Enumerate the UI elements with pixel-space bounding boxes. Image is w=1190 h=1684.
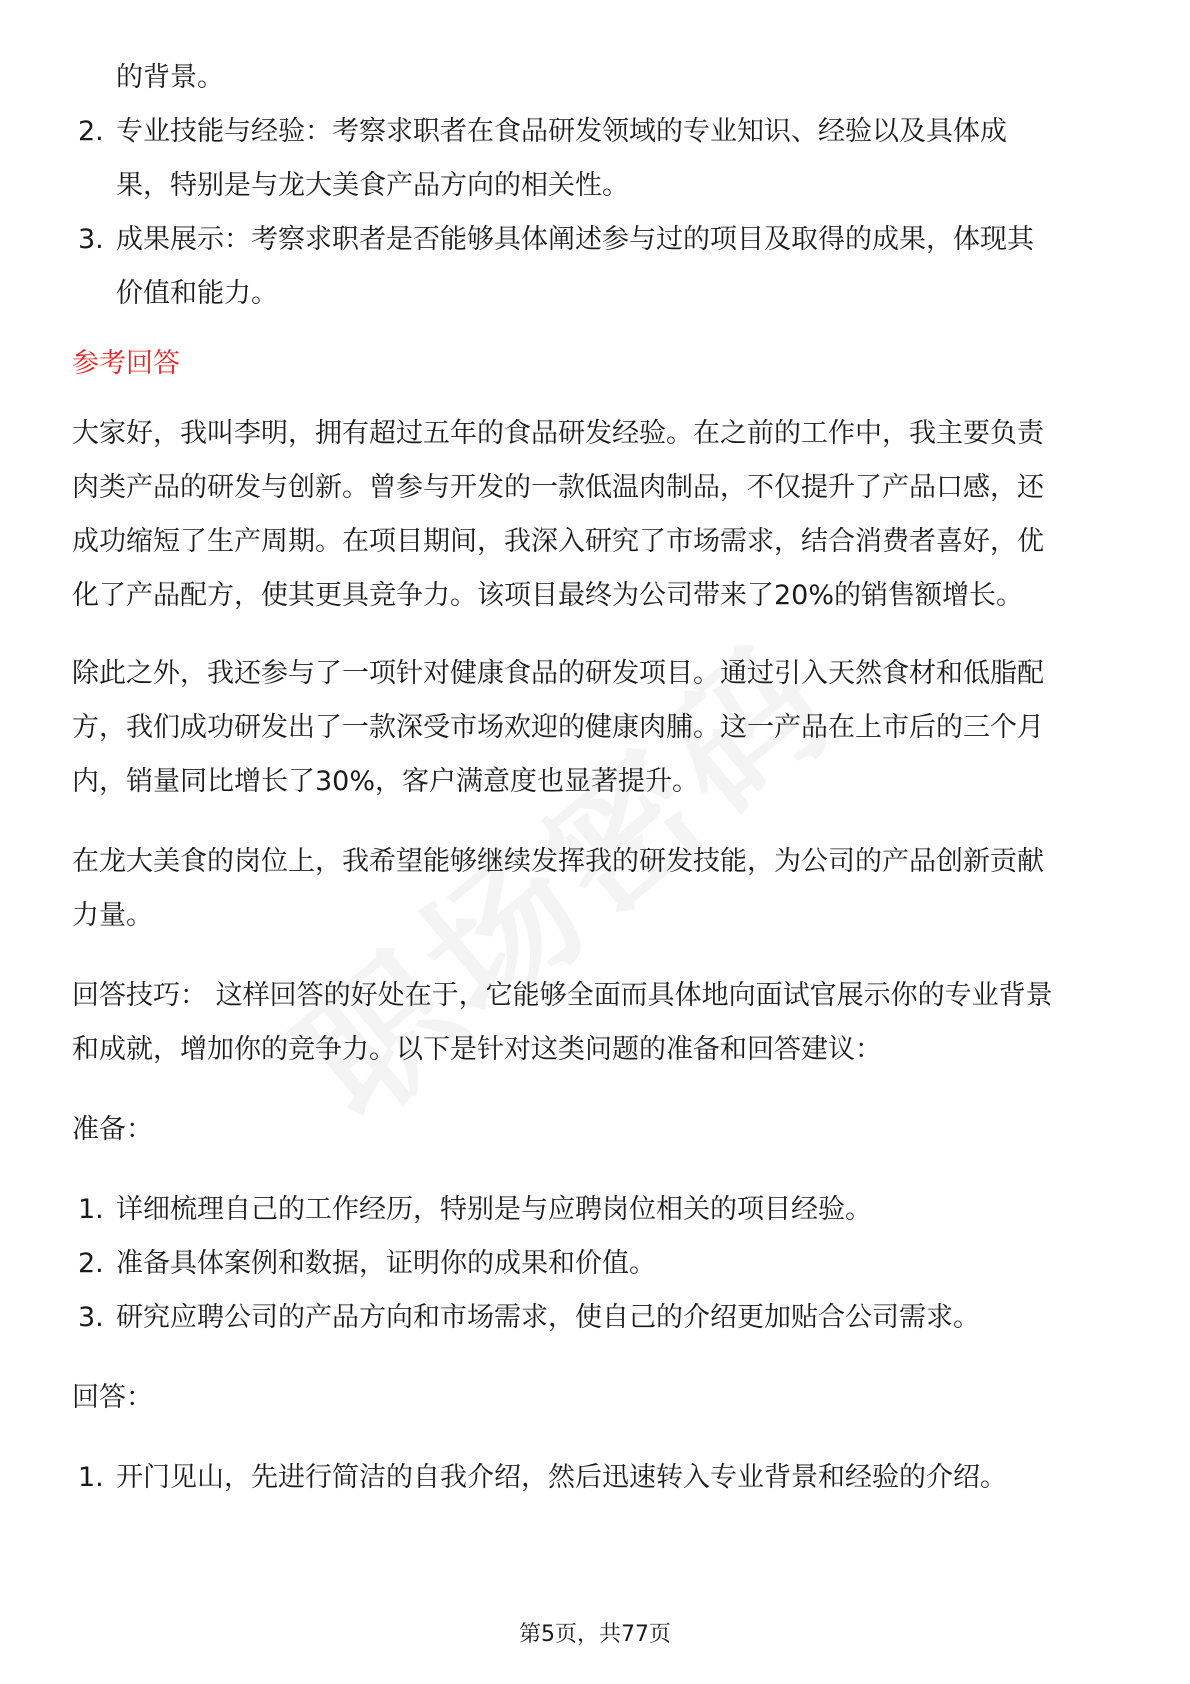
prep-item-text: 准备具体案例和数据，证明你的成果和价值。 <box>116 1248 656 1279</box>
criteria-item-3-line-2: 价值和能力。 <box>116 278 278 309</box>
answer-label: 回答： <box>72 1382 153 1413</box>
reference-paragraph-1-line: 肉类产品的研发与创新。曾参与开发的一款低温肉制品，不仅提升了产品口感，还 <box>72 472 1044 503</box>
preparation-label: 准备： <box>72 1114 153 1145</box>
prep-item-number: 2. <box>78 1248 104 1279</box>
criteria-item-2-line-2: 果，特别是与龙大美食产品方向的相关性。 <box>116 170 629 201</box>
page-number-footer: 第5页，共77页 <box>519 1622 671 1647</box>
reference-paragraph-2-line: 内，销量同比增长了30%，客户满意度也显著提升。 <box>72 766 700 797</box>
reference-paragraph-3-line: 在龙大美食的岗位上，我希望能够继续发挥我的研发技能，为公司的产品创新贡献 <box>72 846 1044 877</box>
tips-paragraph-line: 和成就，增加你的竞争力。以下是针对这类问题的准备和回答建议： <box>72 1034 882 1065</box>
reference-paragraph-1-line: 大家好，我叫李明，拥有超过五年的食品研发经验。在之前的工作中，我主要负责 <box>72 418 1044 449</box>
prep-item-text: 研究应聘公司的产品方向和市场需求，使自己的介绍更加贴合公司需求。 <box>116 1302 980 1333</box>
prep-item-number: 3. <box>78 1302 104 1333</box>
criteria-item-1-continuation: 的背景。 <box>116 62 224 93</box>
reference-paragraph-2-line: 除此之外，我还参与了一项针对健康食品的研发项目。通过引入天然食材和低脂配 <box>72 658 1044 689</box>
reference-paragraph-3-line: 力量。 <box>72 900 153 931</box>
reference-paragraph-1-line: 成功缩短了生产周期。在项目期间，我深入研究了市场需求，结合消费者喜好，优 <box>72 526 1044 557</box>
criteria-item-2-number: 2. <box>78 116 104 147</box>
criteria-item-3-line-1: 成果展示：考察求职者是否能够具体阐述参与过的项目及取得的成果，体现其 <box>116 224 1034 255</box>
answer-item-number: 1. <box>78 1462 104 1493</box>
reference-paragraph-1-line: 化了产品配方，使其更具竞争力。该项目最终为公司带来了20%的销售额增长。 <box>72 580 1024 611</box>
reference-paragraph-2-line: 方，我们成功研发出了一款深受市场欢迎的健康肉脯。这一产品在上市后的三个月 <box>72 712 1044 743</box>
answer-item-text: 开门见山，先进行简洁的自我介绍，然后迅速转入专业背景和经验的介绍。 <box>116 1462 1007 1493</box>
criteria-item-3-number: 3. <box>78 224 104 255</box>
reference-answer-heading: 参考回答 <box>72 348 180 379</box>
criteria-item-2-line-1: 专业技能与经验：考察求职者在食品研发领域的专业知识、经验以及具体成 <box>116 116 1007 147</box>
prep-item-number: 1. <box>78 1194 104 1225</box>
prep-item-text: 详细梳理自己的工作经历，特别是与应聘岗位相关的项目经验。 <box>116 1194 872 1225</box>
tips-paragraph-line: 回答技巧： 这样回答的好处在于，它能够全面而具体地向面试官展示你的专业背景 <box>72 980 1053 1011</box>
